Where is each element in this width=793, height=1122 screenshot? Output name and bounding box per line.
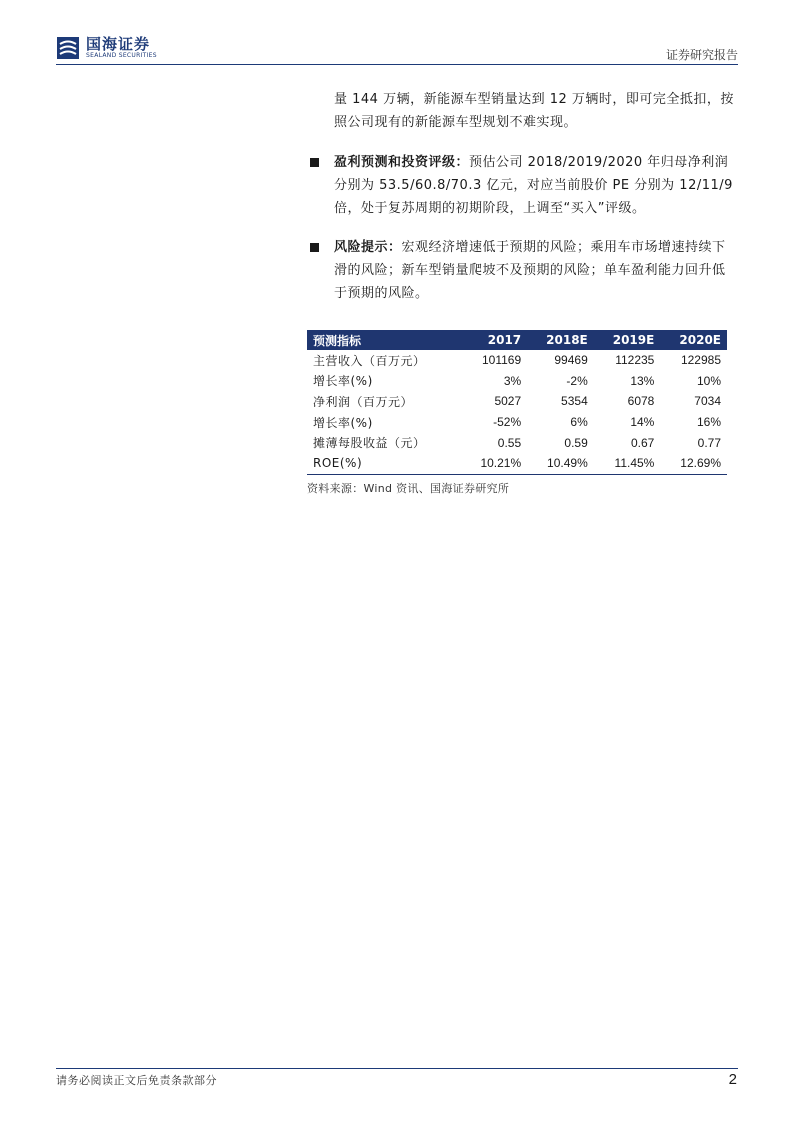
table-cell: 10.49% — [527, 453, 594, 474]
table-cell: 3% — [503, 373, 522, 388]
logo-chinese-name: 国海证券 — [86, 35, 151, 53]
table-header-cell: 预测指标 — [313, 333, 362, 348]
table-cell: 净利润（百万元） — [313, 394, 414, 409]
table-cell: 增长率(%) — [313, 374, 373, 389]
table-row — [307, 432, 727, 453]
table-cell: 增长率(%) — [313, 415, 373, 430]
table-cell: 122985 — [680, 353, 721, 368]
table-cell: 11.45% — [594, 453, 661, 474]
table-cell: 16% — [696, 415, 721, 430]
table-cell: -52% — [493, 415, 522, 430]
intro-paragraph: 量 144 万辆，新能源车型销量达到 12 万辆时，即可完全抵扣，按照公司现有的新能源车型规划不难实现。 — [334, 92, 734, 130]
square-bullet-icon — [310, 243, 319, 252]
table-header-cell: 2018E — [546, 333, 588, 347]
table-cell: 5354 — [561, 394, 588, 409]
footer-disclaimer: 请务必阅读正文后免责条款部分 — [56, 1074, 217, 1087]
table-cell: 12.69% — [660, 453, 727, 474]
table-header-cell: 2017 — [487, 333, 522, 347]
document-type-label: 证券研究报告 — [665, 48, 738, 62]
table-header-cell: 2019E — [612, 333, 655, 347]
table-cell: -2% — [566, 373, 588, 388]
table-cell: 5027 — [494, 394, 522, 409]
table-cell: 101169 — [482, 353, 522, 368]
page-number: 2 — [728, 1071, 737, 1088]
table-header-cell: 2020E — [679, 333, 721, 347]
table-source-note: 资料来源：Wind 资讯、国海证券研究所 — [307, 482, 510, 495]
table-cell: 14% — [630, 415, 655, 430]
table-header-row — [307, 330, 727, 350]
bullet-text — [334, 236, 738, 305]
table-cell: 10% — [696, 373, 721, 388]
table-row — [307, 391, 727, 412]
table-cell: 主营收入（百万元） — [313, 353, 426, 368]
table-row — [307, 371, 727, 392]
table-cell: 7034 — [694, 394, 721, 409]
header-divider — [56, 64, 738, 65]
company-logo — [56, 34, 157, 62]
table-cell: 6% — [570, 415, 588, 430]
table-cell: 0.77 — [697, 435, 721, 450]
table-cell: 摊薄每股收益（元） — [313, 436, 426, 451]
bullet-risk-warning — [310, 236, 738, 305]
bullet-heading: 风险提示： — [334, 240, 402, 255]
table-row — [307, 453, 727, 474]
table-cell: 13% — [630, 373, 655, 388]
table-cell: 10.21% — [462, 453, 527, 474]
table-cell: 112235 — [615, 353, 655, 368]
bullet-heading: 盈利预测和投资评级： — [334, 155, 470, 170]
table-cell: 99469 — [554, 353, 588, 368]
footer-divider — [56, 1068, 738, 1069]
bullet-body: 预估公司 2018/2019/2020 年归母净利润分别为 53.5/60.8/70.3 亿元，对应当前股价 PE 分别为 12/11/9 倍，处于复苏周期的初期阶段，上调至“买入”评级。 — [334, 155, 733, 216]
logo-english-name: SEALAND SECURITIES — [86, 52, 157, 59]
table-cell: 6078 — [627, 394, 655, 409]
page-header — [56, 32, 738, 64]
sealand-logo-icon — [56, 36, 80, 60]
square-bullet-icon — [310, 158, 319, 167]
bullet-earnings-forecast — [310, 151, 738, 220]
bullet-text — [334, 151, 738, 220]
table-cell: ROE(%) — [307, 453, 462, 474]
table-cell: 0.67 — [630, 435, 655, 450]
forecast-table — [307, 330, 727, 475]
table-cell: 0.55 — [497, 435, 522, 450]
table-cell: 0.59 — [564, 435, 588, 450]
bullet-body: 宏观经济增速低于预期的风险；乘用车市场增速持续下滑的风险；新车型销量爬坡不及预期的风险；单车盈利能力回升低于预期的风险。 — [334, 240, 726, 301]
table-row — [307, 350, 727, 371]
forecast-table-container — [307, 330, 727, 475]
table-row — [307, 412, 727, 433]
